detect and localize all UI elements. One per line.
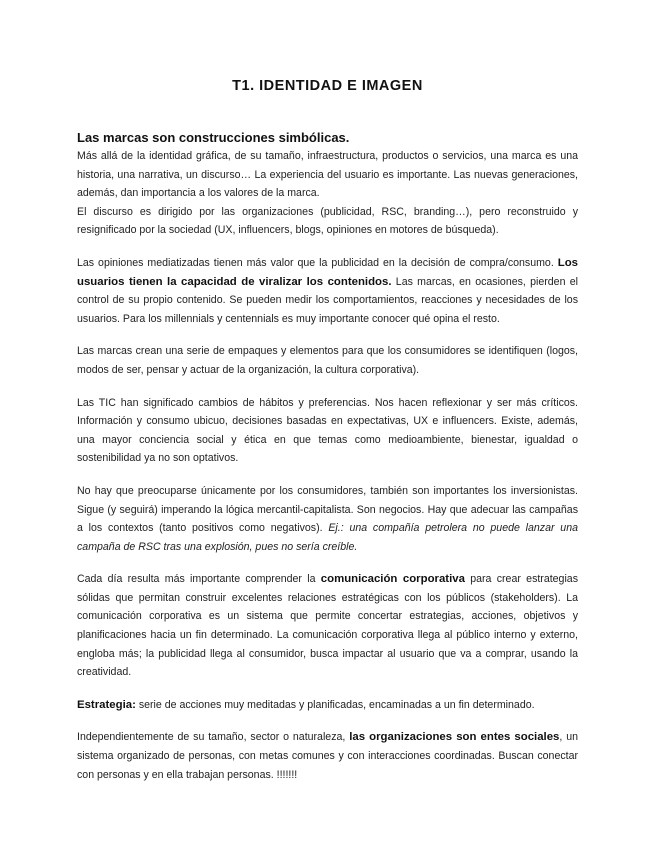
paragraph-mediated-opinions [77, 254, 578, 328]
paragraph-organizations [77, 728, 578, 784]
italic-example: Ej.: una compañía petrolera no puede lanzar una campaña de RSC tras una explosión, pues no sería creíble. [77, 522, 578, 553]
paragraph-packaging: Las marcas crean una serie de empaques y elementos para que los consumidores se identifiquen (logos, modos de ser, pensar y actuar de la organización, la cultura corporativa). [77, 345, 578, 376]
paragraph-investors [77, 482, 578, 556]
text-run: serie de acciones muy meditadas y planificadas, encaminadas a un fin determinado. [135, 698, 535, 711]
bold-text: comunicación corporativa [320, 573, 465, 586]
paragraph-discourse: El discurso es dirigido por las organizaciones (publicidad, RSC, branding…), pero reconstruido y resignificado por la sociedad (UX, influencers, blogs, opiniones en motores de búsqueda). [77, 205, 578, 237]
text-run: Las opiniones mediatizadas tienen más valor que la publicidad en la decisión de compra/consumo. [77, 256, 558, 269]
paragraph-strategy-definition [77, 696, 578, 715]
text-run: No hay que preocuparse únicamente por los consumidores, también son importantes los inversionistas. Sigue (y seguirá) imperando la lógica mercantil-capitalista. Son negocios. Hay que adecuar las campañas a los contextos (tanto positivos como negativos). [77, 484, 578, 535]
text-run: para crear estrategias sólidas que permitan construir excelentes relaciones estratégicas con los públicos (stakeholders). La comunicación corporativa es un sistema que permite concertar estrategias, acciones, objetivos y planificaciones hacia un fin determinado. La comunicación corporativa llega al público interno y externo, engloba más; la publicidad llega al consumidor, busca impactar al usuario que va a comprar, usando la creatividad. [77, 573, 578, 679]
text-run: Las marcas, en ocasiones, pierden el control de su propio contenido. Se pueden medir los comportamientos, reacciones y necesidades de los usuarios. Para los millennials y centennials es muy importante conocer qué opina el resto. [77, 275, 578, 325]
section-heading: Las marcas son construcciones simbólicas. [77, 130, 350, 145]
text-run: Cada día resulta más importante comprender la [77, 573, 321, 586]
text-run: , un sistema organizado de personas, con metas comunes y con interacciones coordinadas. Buscan conectar con personas y en ella trabajan personas. !!!!!!! [77, 731, 579, 781]
bold-text: Los usuarios tienen la capacidad de viralizar los contenidos. [77, 256, 578, 288]
paragraph-tic: Las TIC han significado cambios de hábitos y preferencias. Nos hacen reflexionar y ser más críticos. Información y consumo ubicuo, decisiones basadas en expectativas, UX e influencers. Existe, además, una mayor conciencia social y ética en que temas como medioambiente, bienestar, igualdad o sostenibilidad ya no son optativos. [77, 396, 578, 465]
paragraph-brand-narrative: Más allá de la identidad gráfica, de su tamaño, infraestructura, productos o servicios, una marca es una historia, una narrativa, un discurso… La experiencia del usuario es importante. Las nuevas generaciones, además, dan importancia a los valores de la marca. [77, 150, 578, 200]
paragraph-corporate-communication [77, 570, 578, 682]
page-title: T1. IDENTIDAD E IMAGEN [232, 78, 423, 94]
text-run: Independientemente de su tamaño, sector o naturaleza, [77, 731, 350, 744]
bold-text: las organizaciones son entes sociales [349, 731, 560, 744]
bold-term: Estrategia: [77, 698, 136, 711]
